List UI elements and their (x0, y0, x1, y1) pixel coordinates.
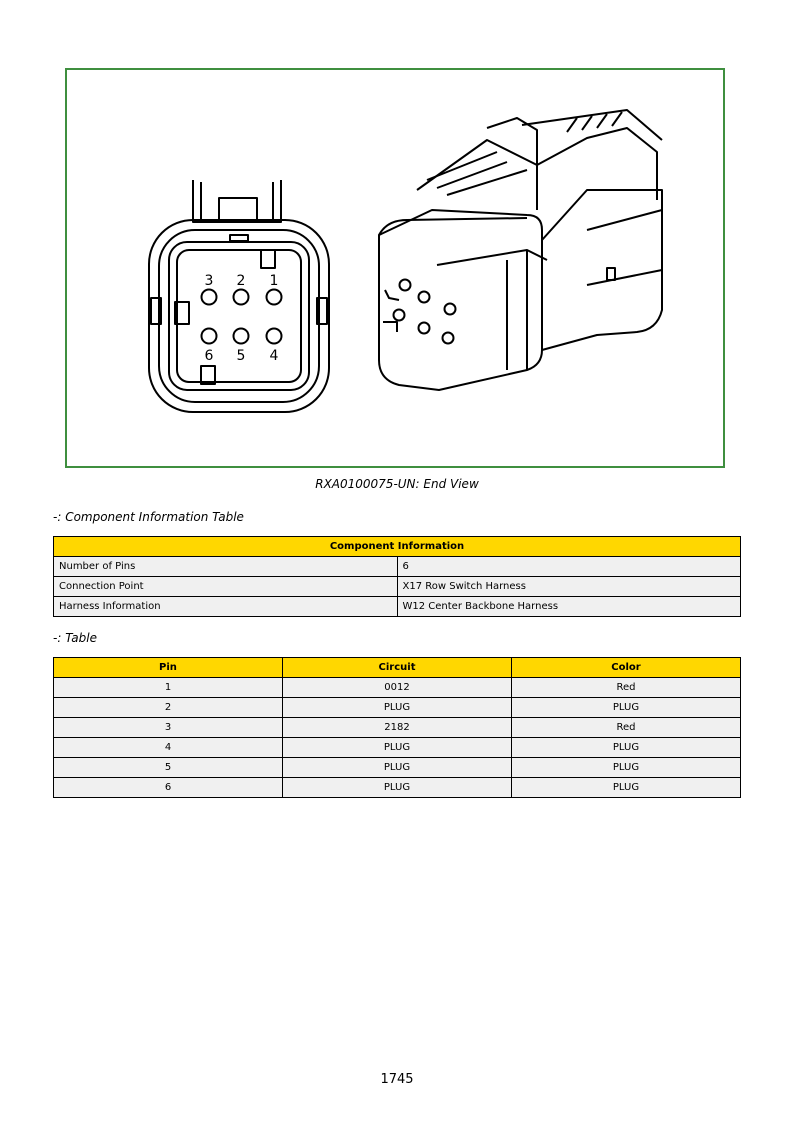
pin-holes (202, 290, 282, 344)
table-row (54, 778, 741, 798)
table-row (54, 718, 741, 738)
circuit-cell: PLUG (283, 738, 512, 758)
pin-cell: 1 (54, 678, 283, 698)
pin-labels (205, 273, 279, 364)
table-row (54, 758, 741, 778)
pin-label-5: 5 (236, 348, 246, 364)
pin-cell: 6 (54, 778, 283, 798)
pin-cell: 5 (54, 758, 283, 778)
info-label: Harness Information (54, 597, 398, 617)
pin-column-header: Pin (54, 658, 283, 678)
info-label: Connection Point (54, 577, 398, 597)
circuit-cell: 2182 (283, 718, 512, 738)
pin-cell: 3 (54, 718, 283, 738)
color-cell: Red (512, 678, 741, 698)
page-number: 1745 (380, 1072, 414, 1087)
table-row (54, 738, 741, 758)
color-cell: Red (512, 718, 741, 738)
pin-label-4: 4 (269, 348, 279, 364)
table-row (54, 698, 741, 718)
end-view-connector (149, 180, 329, 412)
circuit-cell: PLUG (283, 698, 512, 718)
color-cell: PLUG (512, 698, 741, 718)
pin-label-2: 2 (236, 273, 246, 289)
isometric-connector (379, 110, 662, 390)
table-row (54, 678, 741, 698)
color-cell: PLUG (512, 778, 741, 798)
pin-cell: 4 (54, 738, 283, 758)
info-table-header: Component Information (54, 537, 741, 557)
table-row (54, 557, 741, 577)
connector-figure (65, 68, 725, 468)
pin-table (53, 657, 741, 798)
table-row (54, 577, 741, 597)
info-value: X17 Row Switch Harness (397, 577, 741, 597)
pin-label-6: 6 (204, 348, 214, 364)
circuit-column-header: Circuit (283, 658, 512, 678)
info-label: Number of Pins (54, 557, 398, 577)
circuit-cell: PLUG (283, 778, 512, 798)
circuit-cell: 0012 (283, 678, 512, 698)
table-row (54, 597, 741, 617)
info-value: W12 Center Backbone Harness (397, 597, 741, 617)
pin-cell: 2 (54, 698, 283, 718)
info-section-title: -: Component Information Table (53, 510, 244, 524)
circuit-cell: PLUG (283, 758, 512, 778)
pin-label-3: 3 (204, 273, 214, 289)
pin-section-title: -: Table (53, 631, 97, 645)
color-cell: PLUG (512, 758, 741, 778)
figure-caption: RXA0100075-UN: End View (315, 477, 479, 491)
component-info-table (53, 536, 741, 617)
info-value: 6 (397, 557, 741, 577)
pin-label-1: 1 (269, 273, 279, 289)
color-column-header: Color (512, 658, 741, 678)
connector-end-view-drawing (67, 70, 723, 466)
color-cell: PLUG (512, 738, 741, 758)
